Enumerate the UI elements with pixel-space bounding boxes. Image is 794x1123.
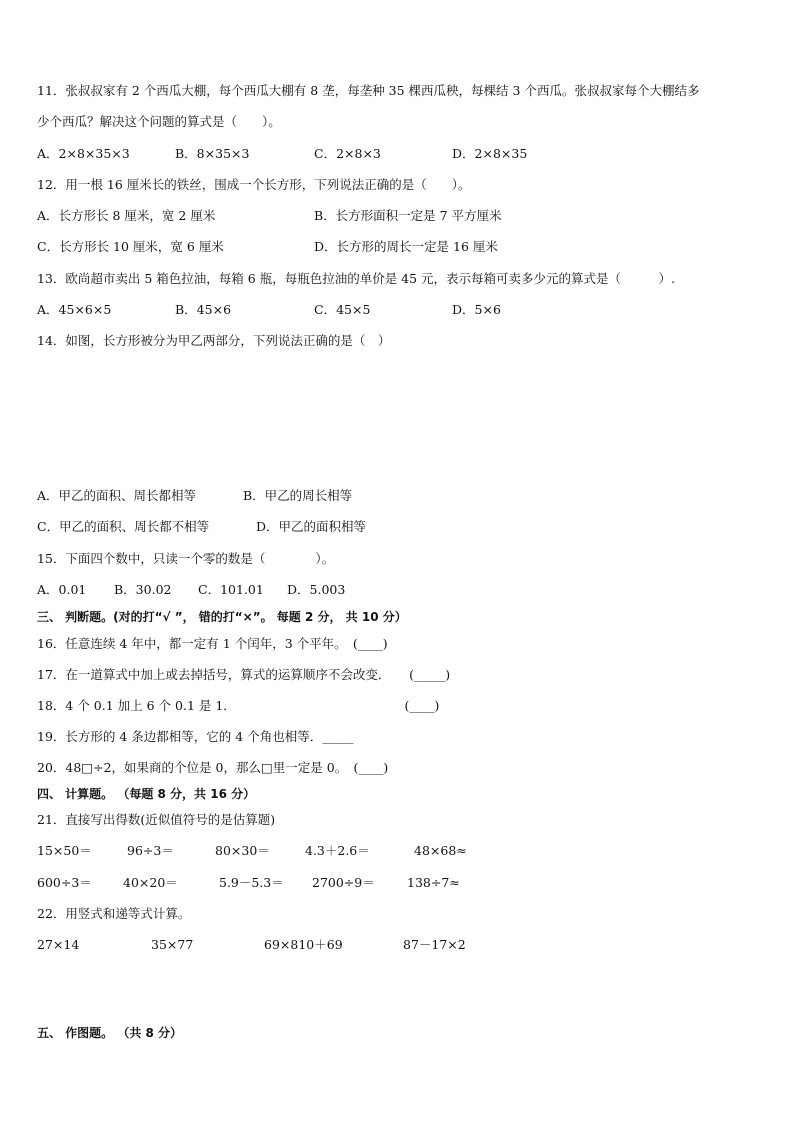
calc-item: 40×20＝ [123,875,178,890]
calc-item: 27×14 [37,937,80,952]
section4-heading: 四、 计算题。 （每题 8 分，共 16 分） [37,787,256,801]
q13-stem: 13．欧尚超市卖出 5 箱色拉油，每箱 6 瓶，每瓶色拉油的单价是 45 元，表示每箱可卖多少元的算式是（ ）. [37,271,676,286]
calc-item: 2700÷9＝ [312,875,375,890]
q11-option-d: D．2×8×35 [452,146,528,161]
calc-item: 35×77 [151,937,194,952]
q14-option-d: D．甲乙的面积相等 [256,519,367,534]
q13-option-d: D．5×6 [452,302,501,317]
q17: 17．在一道算式中加上或去掉括号，算式的运算顺序不会改变． (_____) [37,667,451,682]
section5-heading: 五、 作图题。 （共 8 分） [37,1026,183,1040]
q16: 16．任意连续 4 年中，都一定有 1 个闰年，3 个平年。 (____) [37,636,388,651]
q13-option-c: C．45×5 [314,302,371,317]
q15-option-c: C．101.01 [198,582,264,597]
q21-stem: 21．直接写出得数(近似值符号的是估算题) [37,812,276,827]
calc-item: 80×30＝ [215,843,270,858]
calc-item: 5.9－5.3＝ [219,875,284,890]
q12-option-c: C．长方形长 10 厘米，宽 6 厘米 [37,239,224,254]
q11-option-a: A．2×8×35×3 [37,146,130,161]
q12-stem: 12．用一根 16 厘米长的铁丝，围成一个长方形，下列说法正确的是（ ）。 [37,177,471,192]
q11-stem-line1: 11．张叔叔家有 2 个西瓜大棚，每个西瓜大棚有 8 垄，每垄种 35 棵西瓜秧，每棵结 3 个西瓜。张叔叔家每个大棚结多 [37,83,700,98]
calc-item: 69×810＋69 [264,937,343,952]
q13-option-a: A．45×6×5 [37,302,112,317]
q14-stem: 14．如图，长方形被分为甲乙两部分，下列说法正确的是（ ） [37,333,391,348]
section3-heading: 三、 判断题。(对的打“√ ”， 错的打“×”。 每题 2 分， 共 10 分） [37,610,407,624]
q15-option-b: B．30.02 [114,582,172,597]
q13-option-b: B．45×6 [175,302,232,317]
calc-item: 600÷3＝ [37,875,92,890]
calc-item: 87－17×2 [403,937,466,952]
q11-stem-line2: 少个西瓜？解决这个问题的算式是（ ）。 [37,114,281,129]
q12-option-d: D．长方形的周长一定是 16 厘米 [314,239,498,254]
q22-stem: 22．用竖式和递等式计算。 [37,906,191,921]
calc-item: 4.3＋2.6＝ [305,843,370,858]
q14-option-b: B．甲乙的周长相等 [243,488,353,503]
q20: 20．48□÷2，如果商的个位是 0，那么□里一定是 0。 (____) [37,760,389,775]
calc-item: 15×50＝ [37,843,92,858]
q14-option-c: C．甲乙的面积、周长都不相等 [37,519,210,534]
calc-item: 138÷7≈ [407,875,460,890]
q14-option-a: A．甲乙的面积、周长都相等 [37,488,197,503]
calc-item: 48×68≈ [414,843,467,858]
q15-option-a: A．0.01 [37,582,87,597]
q15-stem: 15．下面四个数中，只读一个零的数是（ ）。 [37,551,335,566]
q11-option-c: C．2×8×3 [314,146,381,161]
q12-option-a: A．长方形长 8 厘米，宽 2 厘米 [37,208,216,223]
q12-option-b: B．长方形面积一定是 7 平方厘米 [314,208,502,223]
q15-option-d: D．5.003 [287,582,346,597]
q18: 18．4 个 0.1 加上 6 个 0.1 是 1． (____) [37,698,440,713]
calc-item: 96÷3＝ [127,843,174,858]
q19: 19．长方形的 4 条边都相等，它的 4 个角也相等．_____ [37,729,354,744]
q11-option-b: B．8×35×3 [175,146,250,161]
